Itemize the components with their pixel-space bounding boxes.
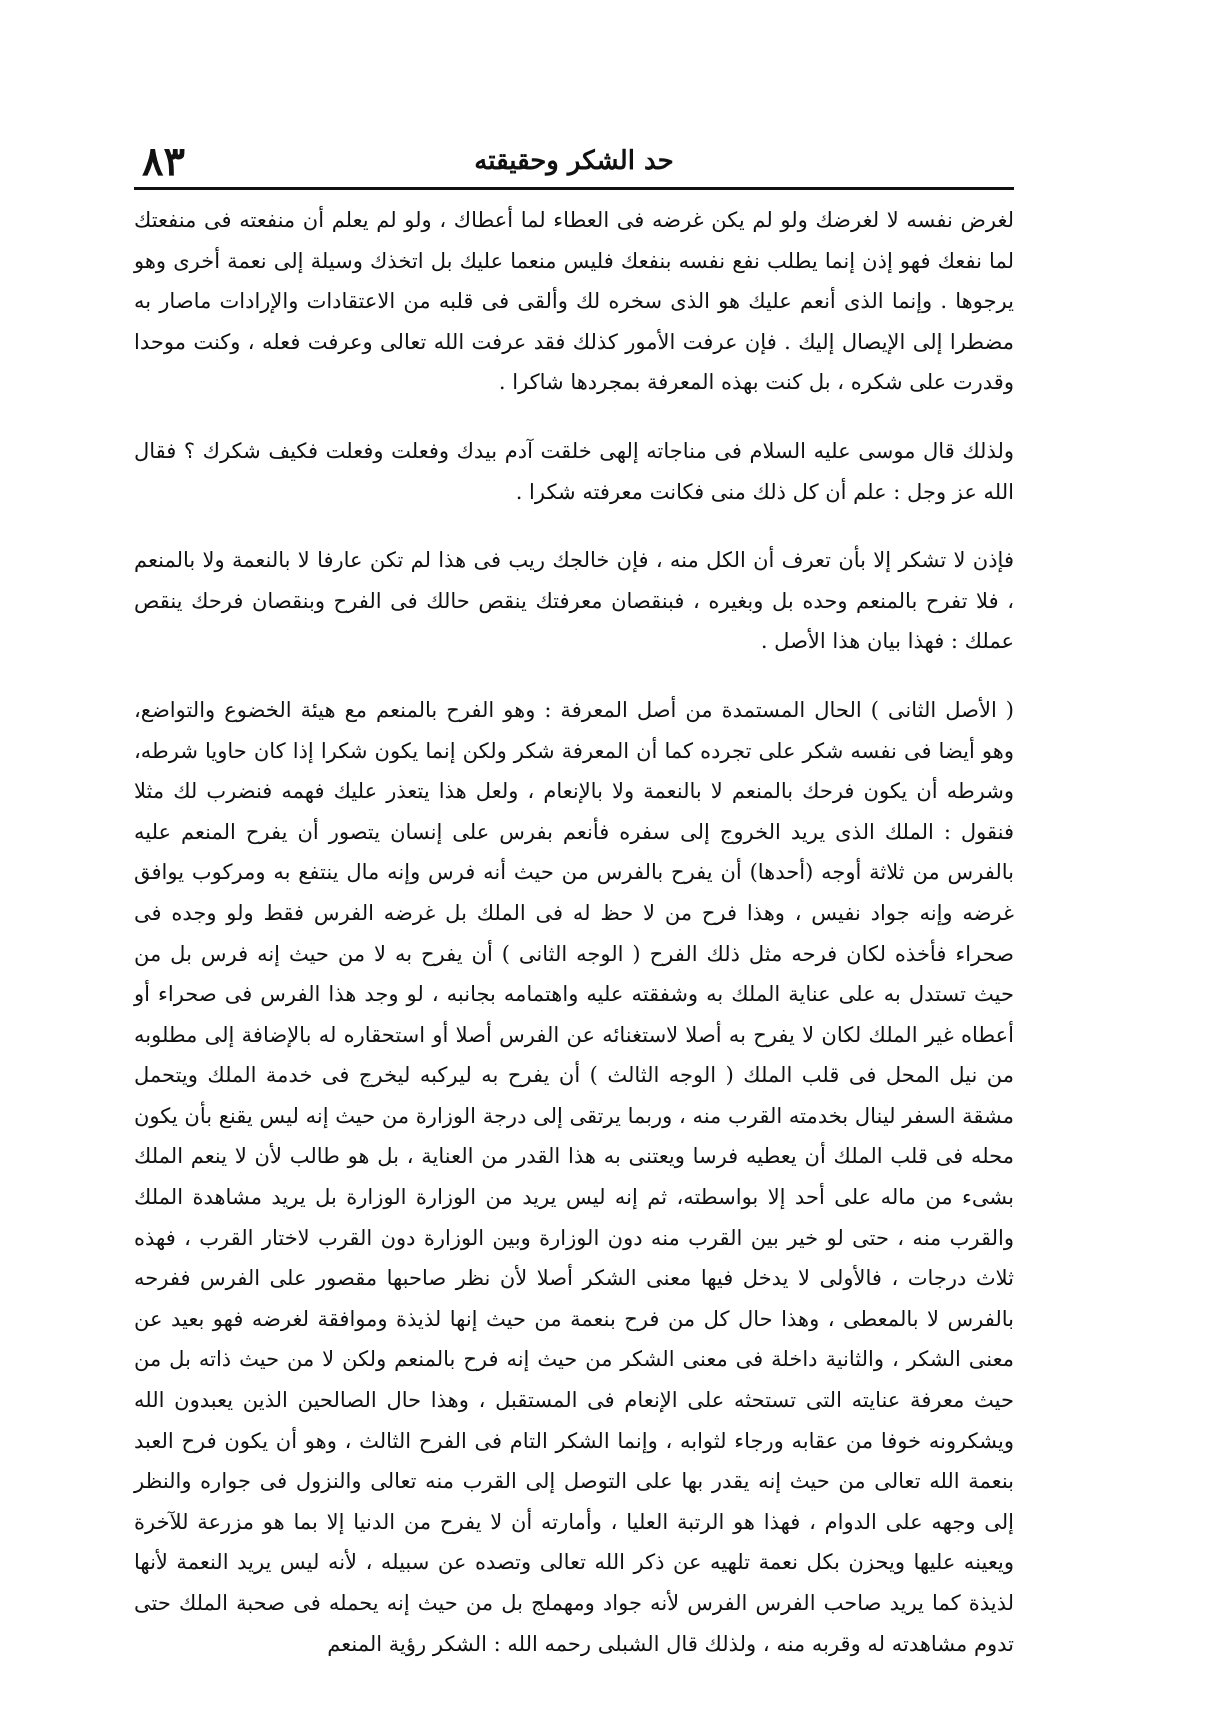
header-divider [134,187,1014,190]
paragraph-spacer [134,512,1014,540]
paragraph: فإذن لا تشكر إلا بأن تعرف أن الكل منه ، فإن خالجك ريب فى هذا لم تكن عارفا لا بالنعمة ولا بالمنعم ، فلا تفرح بالمنعم وحده بل وبغيره ، فبنقصان معرفتك ينقص حالك فى الفرح وبنقصان فرحك ينقص عملك : فهذا بيان هذا الأصل . [134,548,1014,654]
chapter-title: حد الشكر وحقيقته [474,146,674,176]
paragraph: ( الأصل الثانى ) الحال المستمدة من أصل المعرفة : وهو الفرح بالمنعم مع هيئة الخضوع والتواضع، وهو أيضا فى نفسه شكر على تجرده كما أن المعرفة شكر ولكن إنما يكون شكرا إذا كان حاويا شرطه، وشرطه أن يكون فرحك بالمنعم لا بالنعمة ولا بالإنعام ، ولعل هذا يتعذر عليك فهمه فنضرب لك مثلا فنقول : الملك الذى يريد الخروج إلى سفره فأنعم بفرس على إنسان يتصور أن يفرح المنعم عليه بالفرس من ثلاثة أوجه (أحدها) أن يفرح بالفرس من حيث أنه فرس وإنه مال ينتفع به ومركوب يوافق غرضه وإنه جواد نفيس ، وهذا فرح من لا حظ له فى الملك بل غرضه الفرس فقط ولو وجده فى صحراء فأخذه لكان فرحه مثل ذلك الفرح ( الوجه الثانى ) أن يفرح به لا من حيث إنه فرس بل من حيث تستدل به على عناية الملك به وشفقته عليه واهتمامه بجانبه ، لو وجد هذا الفرس فى صحراء أو أعطاه غير الملك لكان لا يفرح به أصلا لاستغنائه عن الفرس أصلا أو استحقاره له بالإضافة إلى مطلوبه من نيل المحل فى قلب الملك ( الوجه الثالث ) أن يفرح به ليركبه ليخرج فى خدمة الملك ويتحمل مشقة السفر لينال بخدمته القرب منه ، وربما يرتقى إلى درجة الوزارة من حيث إنه ليس يقنع بأن يكون محله فى قلب الملك أن يعطيه فرسا ويعتنى به هذا القدر من العناية ، بل هو طالب لأن لا ينعم الملك بشىء من ماله على أحد إلا بواسطته، ثم إنه ليس يريد من الوزارة الوزارة بل يريد مشاهدة الملك والقرب منه ، حتى لو خير بين القرب منه دون الوزارة وبين الوزارة دون القرب لاختار القرب ، فهذه ثلاث درجات ، فالأولى لا يدخل فيها معنى الشكر أصلا لأن نظر صاحبها مقصور على الفرس ففرحه بالفرس لا بالمعطى ، وهذا حال كل من فرح بنعمة من حيث إنها لذيذة وموافقة لغرضه فهو بعيد عن معنى الشكر ، والثانية داخلة فى معنى الشكر من حيث إنه فرح بالمنعم ولكن لا من حيث ذاته بل من حيث معرفة عنايته التى تستحثه على الإنعام فى المستقبل ، وهذا حال الصالحين الذين يعبدون الله ويشكرونه خوفا من عقابه ورجاء لثوابه ، وإنما الشكر التام فى الفرح الثالث ، وهو أن يكون فرح العبد بنعمة الله تعالى من حيث إنه يقدر بها على التوصل إلى القرب منه تعالى والنزول فى جواره والنظر إلى وجهه على الدوام ، فهذا هو الرتبة العليا ، وأمارته أن لا يفرح من الدنيا إلا بما هو مزرعة للآخرة ويعينه عليها ويحزن بكل نعمة تلهيه عن ذكر الله تعالى وتصده عن سبيله ، لأنه ليس يريد النعمة لأنها لذيذة كما يريد صاحب الفرس الفرس لأنه جواد ومهملج بل من حيث إنه يحمله فى صحبة الملك حتى تدوم مشاهدته له وقربه منه ، ولذلك قال الشبلى رحمه الله : الشكر رؤية المنعم [134,697,1014,1656]
page-number: ٨٣ [142,138,185,185]
body-text [134,200,1014,1664]
paragraph: لغرض نفسه لا لغرضك ولو لم يكن غرضه فى العطاء لما أعطاك ، ولو لم يعلم أن منفعته فى منفعتك لما نفعك فهو إذن إنما يطلب نفع نفسه بنفعك فليس منعما عليك بل اتخذك وسيلة إلى نعمة أخرى وهو يرجوها . وإنما الذى أنعم عليك هو الذى سخره لك وألقى فى قلبه من الاعتقادات والإرادات ماصار به مضطرا إلى الإيصال إليك . فإن عرفت الأمور كذلك فقد عرفت الله تعالى وعرفت فعله ، وكنت موحدا وقدرت على شكره ، بل كنت بهذه المعرفة بمجردها شاكرا . [134,208,1014,395]
paragraph: ولذلك قال موسى عليه السلام فى مناجاته إلهى خلقت آدم بيدك وفعلت وفعلت فكيف شكرك ؟ فقال الله عز وجل : علم أن كل ذلك منى فكانت معرفته شكرا . [134,438,1014,504]
running-header [134,138,1014,188]
paragraph-spacer [134,403,1014,431]
paragraph-spacer [134,662,1014,690]
